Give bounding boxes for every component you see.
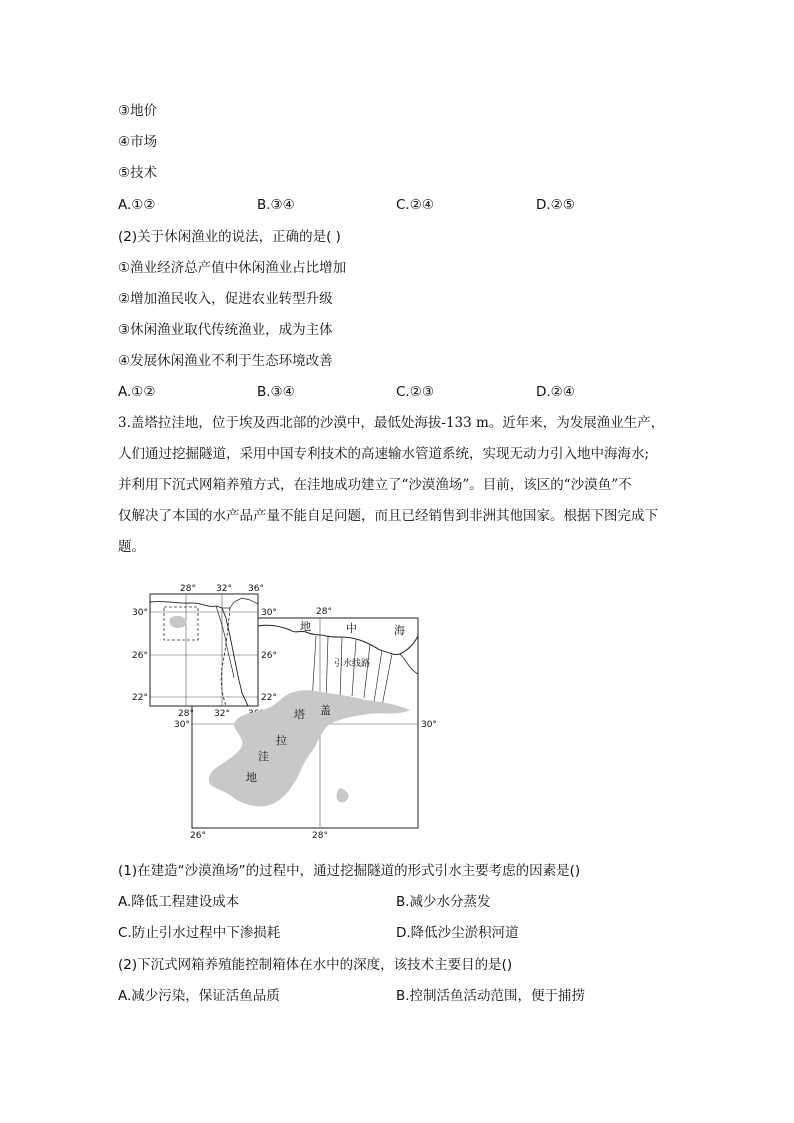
q1-option-d: D.②⑤ [536, 197, 575, 213]
inset-left-label-1: 30° [132, 608, 148, 618]
main-right-label: 30° [421, 720, 437, 730]
main-left-label: 30° [174, 720, 190, 730]
inset-right-label-3: 22° [261, 693, 277, 703]
depression-label-di2: 地 [246, 771, 257, 784]
main-bottom-label-2: 28° [312, 831, 328, 841]
q3-sub1-option-b: B.减少水分蒸发 [396, 894, 491, 910]
inset-right-label-2: 26° [261, 651, 277, 661]
inset-left-label-2: 26° [132, 651, 148, 661]
sea-label-hai: 海 [394, 624, 405, 637]
main-bottom-label-1: 26° [190, 831, 206, 841]
q3-passage [118, 408, 678, 563]
sea-label-zhong: 中 [346, 622, 357, 635]
inset-map-frame [150, 594, 258, 706]
q3-sub2-stem: (2)下沉式网箱养殖能控制箱体在水中的深度，该技术主要目的是() [118, 957, 513, 973]
sea-label-di: 地 [300, 620, 311, 633]
q3-line-5: 题。 [118, 539, 145, 555]
q3-line-4: 仅解决了本国的水产品产量不能自足问题，而且已经销售到非洲其他国家。根据下图完成下 [118, 508, 658, 524]
qattara-depression-area [209, 690, 410, 806]
q2-option-d: D.②④ [536, 384, 575, 400]
q2-item-2: ②增加渔民收入，促进农业转型升级 [118, 291, 333, 307]
depression-label-ta: 塔 [294, 708, 305, 721]
q3-sub1-option-d: D.降低沙尘淤积河道 [396, 925, 519, 941]
q3-sub1-option-c: C.防止引水过程中下渗损耗 [118, 925, 281, 941]
q2-option-c: C.②③ [396, 384, 434, 400]
depression-label-wa: 洼 [258, 750, 269, 763]
q3-sub2-option-a: A.减少污染，保证活鱼品质 [118, 988, 280, 1004]
inset-right-label-1: 30° [261, 608, 277, 618]
q2-stem: (2)关于休闲渔业的说法，正确的是( ) [118, 229, 341, 245]
q3-sub2-option-b: B.控制活鱼活动范围，便于捕捞 [396, 988, 586, 1004]
q3-line-1: 3.盖塔拉洼地，位于埃及西北部的沙漠中，最低处海拔-133 m。近年来，为发展渔业生产， [118, 415, 665, 431]
depression-label-la: 拉 [276, 734, 287, 747]
q1-option-a: A.①② [118, 197, 156, 213]
q2-item-3: ③休闲渔业取代传统渔业，成为主体 [118, 322, 333, 338]
q3-line-3: 并利用下沉式网箱养殖方式，在洼地成功建立了“沙漠渔场”。目前，该区的“沙漠鱼”不 [118, 477, 632, 493]
route-label: 引水线路 [334, 659, 371, 669]
inset-bottom-label-1: 28° [178, 709, 194, 719]
list-item-land-price: ③地价 [118, 103, 158, 119]
inset-bottom-label-2: 32° [214, 709, 230, 719]
inset-top-label-3: 36° [248, 584, 264, 594]
inset-top-label-1: 28° [180, 584, 196, 594]
q1-option-c: C.②④ [396, 197, 434, 213]
list-item-market: ④市场 [118, 134, 158, 150]
q2-option-b: B.③④ [257, 384, 295, 400]
inset-top-label-2: 32° [216, 584, 232, 594]
inset-left-label-3: 22° [132, 693, 148, 703]
q2-item-4: ④发展休闲渔业不利于生态环境改善 [118, 353, 333, 369]
list-item-technology: ⑤技术 [118, 165, 158, 181]
depression-label-gai: 盖 [320, 704, 331, 717]
q2-option-a: A.①② [118, 384, 156, 400]
q3-sub1-option-a: A.降低工程建设成本 [118, 894, 240, 910]
main-top-label: 28° [316, 607, 332, 617]
q1-option-b: B.③④ [257, 197, 295, 213]
q3-sub1-stem: (1)在建造“沙漠渔场”的过程中，通过挖掘隧道的形式引水主要考虑的因素是() [118, 863, 581, 879]
q3-line-2: 人们通过挖掘隧道，采用中国专利技术的高速输水管道系统，实现无动力引入地中海海水; [118, 446, 650, 462]
q2-item-1: ①渔业经济总产值中休闲渔业占比增加 [118, 260, 347, 276]
qattara-depression-map [130, 578, 437, 841]
